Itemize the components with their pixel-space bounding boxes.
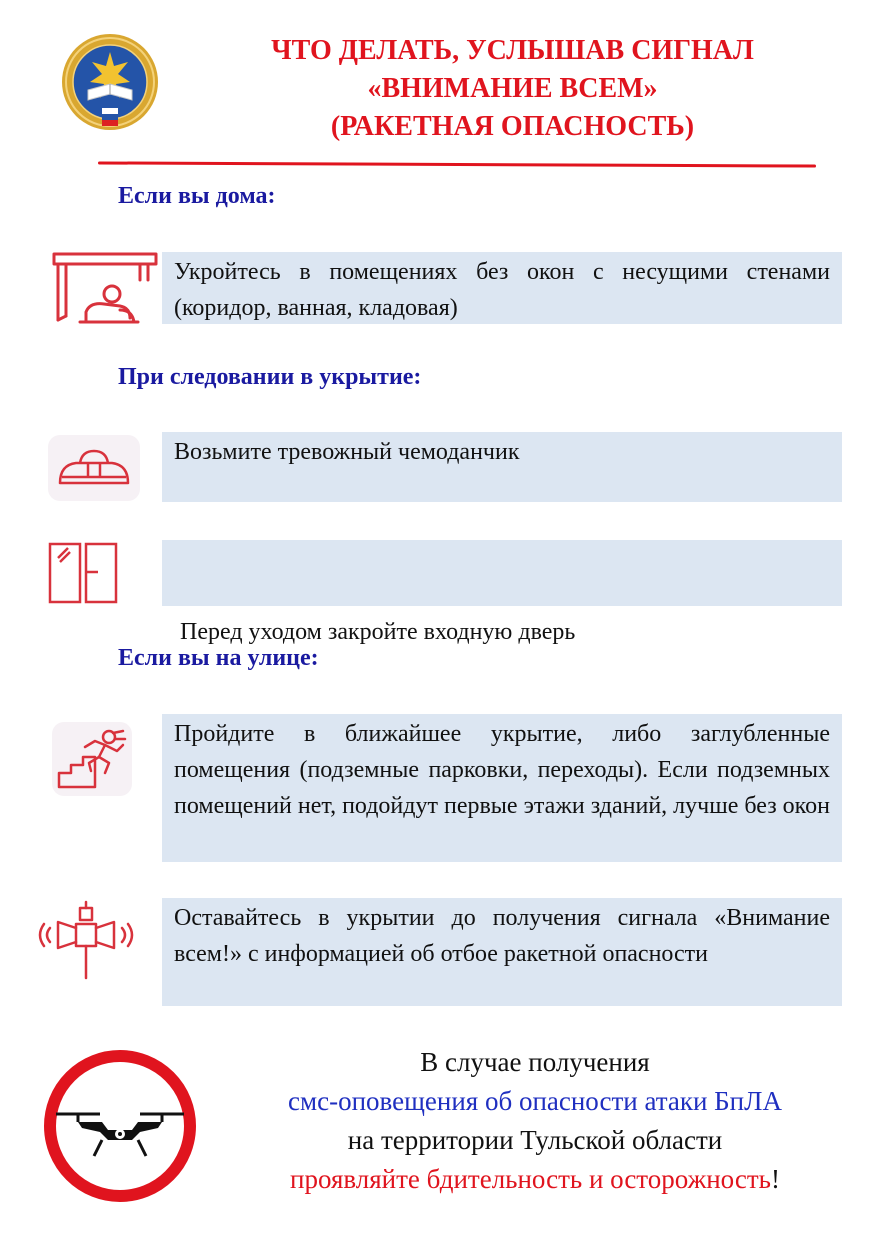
- instruction-box-4: [162, 714, 842, 862]
- instruction-box-5: [162, 898, 842, 1006]
- instruction-text: Возьмите тревожный чемоданчик: [174, 439, 520, 465]
- section-heading-outside: Если вы на улице:: [118, 645, 319, 671]
- footer-line-1: В случае получения: [420, 1047, 650, 1077]
- person-running-downstairs-icon: [52, 722, 132, 796]
- no-drone-sign-icon: [42, 1048, 198, 1204]
- footer-warning: проявляйте бдительность и осторожность: [290, 1164, 771, 1194]
- door-icon: [46, 540, 120, 606]
- instruction-text: Укройтесь в помещениях без окон с несущими стенами (коридор, ванная, кладовая): [174, 259, 830, 321]
- section-heading-home: Если вы дома:: [118, 183, 276, 209]
- page-title: [200, 32, 825, 146]
- footer-exclamation: !: [770, 1164, 780, 1194]
- instruction-text: Перед уходом закройте входную дверь: [174, 619, 576, 645]
- title-line-1: ЧТО ДЕЛАТЬ, УСЛЫШАВ СИГНАЛ: [271, 35, 754, 66]
- instruction-text: Оставайтесь в укрытии до получения сигнала «Внимание всем!» с информацией об отбое ракетной опасности: [174, 905, 830, 967]
- instruction-box-2: [162, 432, 842, 502]
- footer-line-2: смс-оповещения об опасности атаки БпЛА: [288, 1086, 782, 1116]
- instruction-text: Пройдите в ближайшее укрытие, либо заглубленные помещения (подземные парковки, переходы). Если подземных помещений нет, подойдут первые этажи зданий, лучше без окон: [174, 721, 830, 819]
- section-heading-to-shelter: При следовании в укрытие:: [118, 364, 422, 390]
- footer-line-4: [220, 1160, 850, 1198]
- emergency-emblem-icon: [60, 32, 160, 132]
- logo: [60, 32, 160, 132]
- title-line-2: «ВНИМАНИЕ ВСЕМ»: [367, 73, 658, 104]
- title-divider: [98, 161, 816, 167]
- siren-loudspeaker-icon: [38, 898, 134, 982]
- instruction-box-3: [162, 540, 842, 645]
- footer-line-3: на территории Тульской области: [347, 1125, 723, 1155]
- take-cover-under-table-icon: [50, 250, 160, 330]
- instruction-box-1: [162, 252, 842, 324]
- title-line-3: (РАКЕТНАЯ ОПАСНОСТЬ): [330, 111, 695, 142]
- emergency-bag-icon: [48, 435, 140, 501]
